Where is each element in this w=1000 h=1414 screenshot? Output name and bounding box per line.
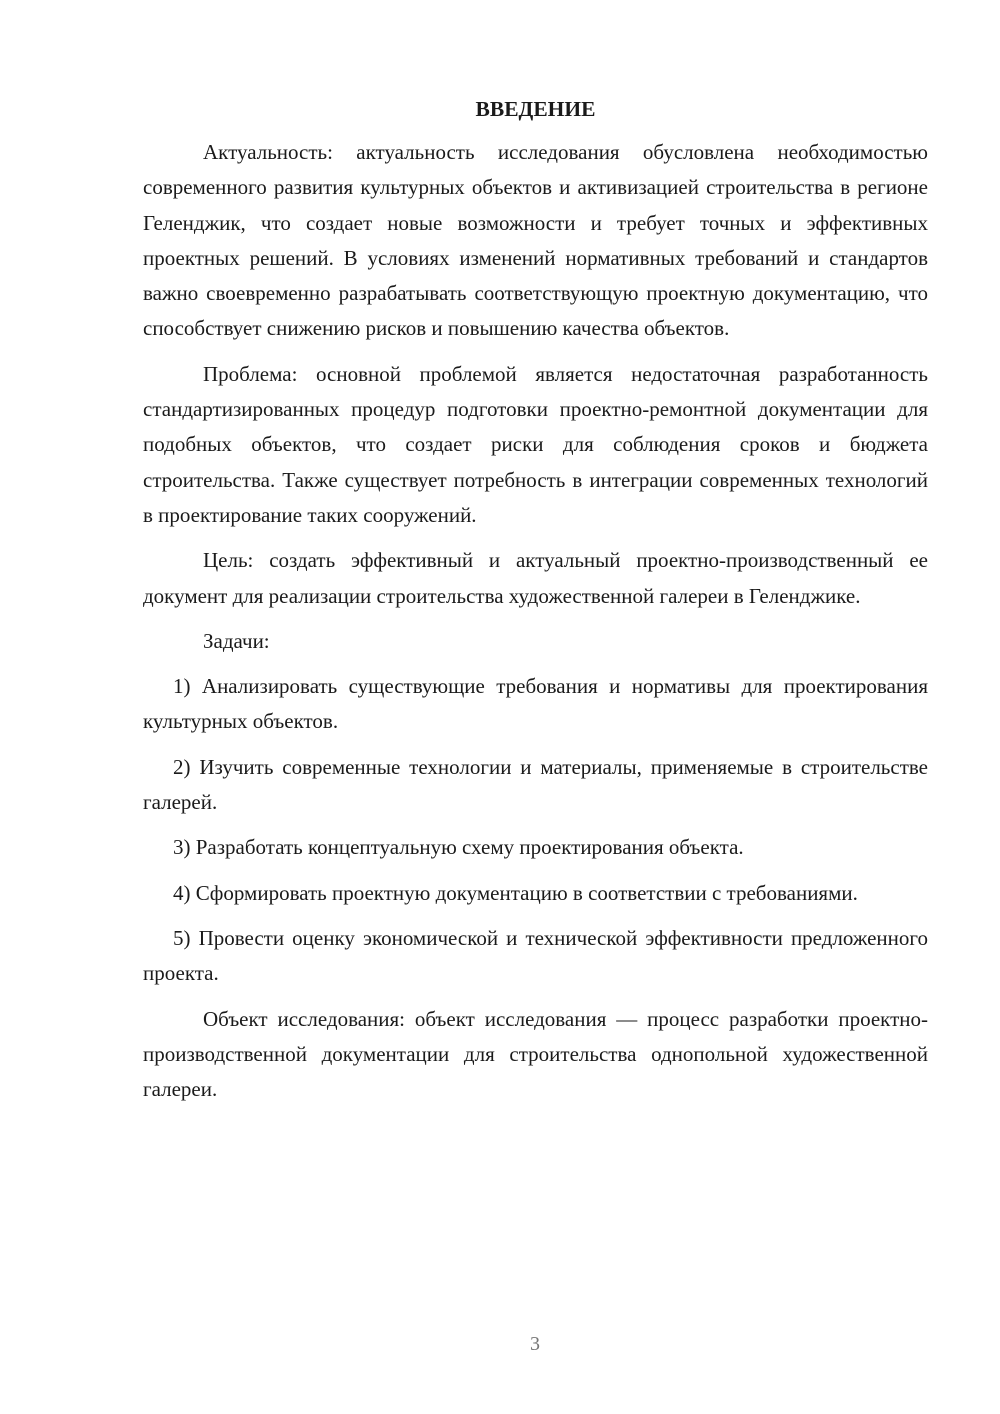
page-number: 3: [530, 1333, 540, 1355]
document-page: [143, 92, 928, 1117]
paragraph-relevance: Актуальность: актуальность исследования обусловлена необходимостью современного развития культурных объектов и активизацией строительства в регионе Геленджик, что создает новые возможности и требует точных и эффективных проектных решений. В условиях изменений нормативных требований и стандартов важно своевременно разрабатывать соответствующую проектную документацию, что способствует снижению рисков и повышению качества объектов.: [143, 140, 928, 341]
section-title: ВВЕДЕНИЕ: [475, 97, 596, 121]
task-item: 4) Сформировать проектную документацию в соответствии с требованиями.: [173, 880, 858, 905]
paragraph-goal: Цель: создать эффективный и актуальный проектно-производственный ее документ для реализации строительства художественной галереи в Геленджике.: [143, 548, 928, 608]
paragraph-research-object: Объект исследования: объект исследования — процесс разработки проектно-производственной документации для строительства однопольной художественной галереи.: [143, 1006, 928, 1102]
task-item: 1) Анализировать существующие требования и нормативы для проектирования культурных объектов.: [143, 674, 928, 734]
task-item: 2) Изучить современные технологии и материалы, применяемые в строительстве галерей.: [143, 754, 928, 815]
paragraph-tasks-heading: Задачи:: [203, 628, 270, 653]
paragraph-problem: Проблема: основной проблемой является недостаточная разработанность стандартизированных процедур подготовки проектно-ремонтной документации для подобных объектов, что создает риски для соблюдения сроков и бюджета строительства. Также существует потребность в интеграции современных технологий в проектирование таких сооружений.: [143, 361, 928, 527]
task-item: 3) Разработать концептуальную схему проектирования объекта.: [173, 835, 744, 860]
task-item: 5) Провести оценку экономической и технической эффективности предложенного проекта.: [143, 925, 928, 986]
